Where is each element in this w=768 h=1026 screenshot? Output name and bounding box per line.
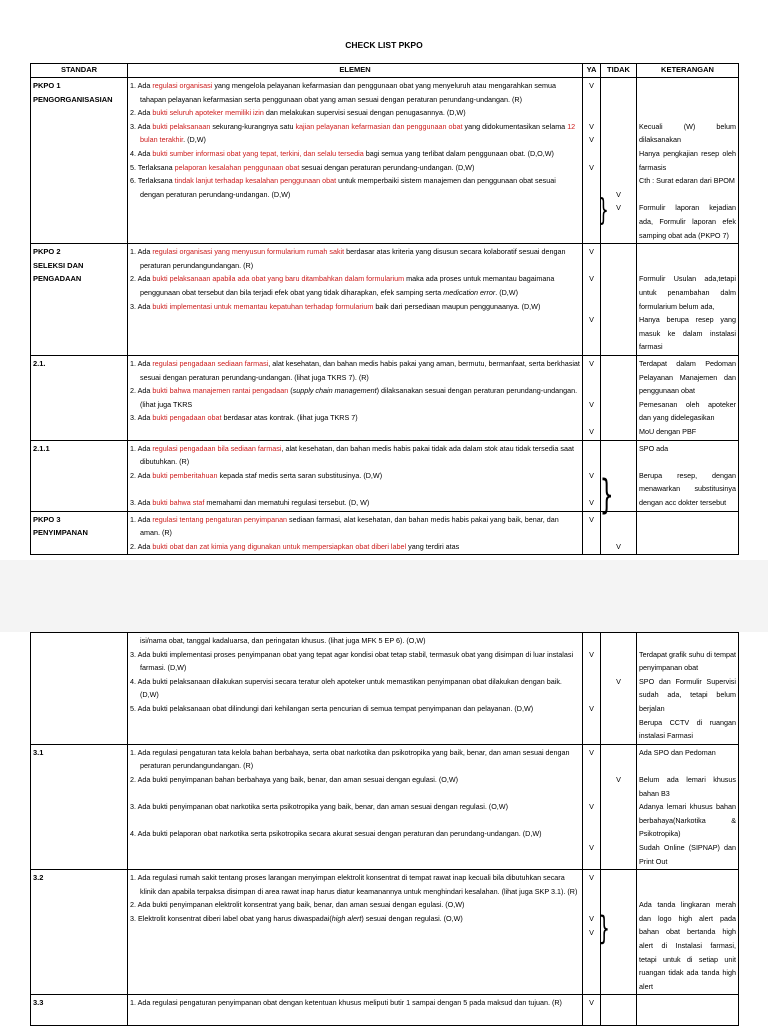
text-run: 1. Ada (130, 247, 153, 257)
elemen-cell (128, 78, 583, 244)
tidak-mark (603, 245, 634, 272)
text-run: regulasi organisasi yang menyusun formularium rumah sakit (152, 247, 345, 257)
text-run: supply chain management (292, 386, 377, 396)
keterangan-cell (637, 78, 739, 244)
elemen-text (130, 540, 580, 554)
elemen-item (130, 871, 580, 898)
elemen-item (130, 357, 580, 384)
ya-cell (583, 355, 601, 440)
tidak-mark: V (616, 676, 621, 686)
text-run: kajian pelayanan kefarmasian dan penggunaan obat (295, 121, 463, 131)
elemen-item (130, 161, 580, 175)
ya-mark: V (589, 927, 594, 937)
standar-label: 3.2 (33, 873, 44, 883)
elemen-text (130, 827, 580, 841)
standar-cell (31, 511, 128, 555)
elemen-cell (128, 633, 583, 745)
text-run: 1. Ada (130, 81, 153, 90)
elemen-item (130, 513, 580, 540)
keterangan-cell (637, 995, 739, 1025)
keterangan-text (639, 245, 736, 272)
elemen-item (130, 106, 580, 120)
ya-mark (585, 675, 598, 702)
text-run: 1. Ada (130, 358, 153, 368)
elemen-text (130, 245, 580, 272)
ya-mark: V (589, 998, 594, 1008)
elemen-item (130, 384, 580, 411)
keterangan-text (639, 79, 736, 120)
keterangan-text: Terdapat dalam Pedoman Pelayanan Manajemen dan penggunaan obat (639, 358, 736, 396)
text-run: bagi semua yang terlibat dalam penggunaan obat. (D,O,W) (363, 148, 554, 158)
standar-label: PENYIMPANAN (33, 528, 88, 537)
keterangan-cell (637, 440, 739, 511)
keterangan-text (639, 513, 736, 554)
text-run: ) sesuai dengan regulasi. (O,W) (361, 913, 463, 923)
keterangan-cell (637, 870, 739, 995)
document-title: CHECK LIST PKPO (345, 40, 423, 50)
tidak-mark (603, 648, 634, 675)
tidak-mark (603, 79, 634, 120)
text-run: bukti bahwa manajemen rantai pengadaan (152, 386, 289, 396)
text-run: 3. Elektrolit konsentrat diberi label obat yang harus diwaspadai( (130, 913, 332, 923)
keterangan-text (639, 871, 736, 898)
elemen-item (130, 174, 580, 201)
ya-mark: V (589, 873, 594, 883)
ya-cell (583, 511, 601, 555)
table-row (31, 995, 739, 1025)
text-run: yang mengelola pelayanan kefarmasian dan penggunaan obat yang menyeluruh atau mengarahkan semua tahapan pelayanan kefarmasian serta penggunaan obat yang aman sesuai dengan peraturan perundang-undangan. (R) (140, 81, 556, 104)
elemen-text (130, 161, 580, 175)
text-run: 3. Ada bukti implementasi proses penyimpanan obat yang tepat agar kondisi obat tetap stabil, termasuk obat yang disimpan di luar instalasi farmasi. (D,W) (130, 649, 574, 673)
text-run: sesuai dengan peraturan perundang-undangan. (D,W) (299, 162, 475, 172)
elemen-item (130, 912, 580, 926)
keterangan-text: Belum ada lemari khusus bahan B3 (639, 774, 736, 798)
right-curly-brace-icon: } (598, 193, 609, 228)
ya-mark: V (589, 747, 594, 757)
elemen-text (130, 120, 580, 147)
text-run: , alat kesehatan, dan bahan medis habis pakai yang aman, bermutu, bermanfaat, serta berkhasiat sesuai dengan peraturan perundang-undangan. (lihat juga TKRS 7). (R) (140, 358, 580, 382)
text-run: ( (288, 386, 293, 396)
text-run: regulasi pengadaan sediaan farmasi (152, 358, 269, 368)
keterangan-cell (637, 511, 739, 555)
text-run: kepada staf medis serta saran substitusinya. (D,W) (217, 470, 383, 480)
text-run: berdasar atas kontrak. (lihat juga TKRS 7) (221, 413, 358, 423)
ya-mark (585, 540, 598, 554)
elemen-text (130, 648, 580, 675)
text-run: bukti obat dan zat kimia yang digunakan untuk mempersiapkan obat diberi label (152, 541, 407, 551)
text-run: 4. Ada bukti pelaporan obat narkotika serta psikotropika secara akurat sesuai dengan peraturan dan perundang-undangan. (D,W) (130, 829, 542, 839)
tidak-mark (603, 313, 634, 354)
tidak-mark (603, 871, 634, 912)
elemen-cell (128, 244, 583, 356)
tidak-mark (603, 746, 634, 773)
text-run: bukti pelaksanaan (152, 121, 211, 131)
table-row (31, 511, 739, 555)
standar-cell (31, 440, 128, 511)
standar-label: 3.1 (33, 747, 44, 757)
text-run: untuk memperbaiki sistem manajemen dan penggunaan obat sesuai dengan peraturan perundang-undangan. (D,W) (140, 176, 556, 199)
text-run: tindak lanjut terhadap kesalahan penggunaan obat (174, 176, 337, 186)
tidak-mark (603, 800, 634, 841)
text-run: 3. Ada (130, 413, 153, 423)
page-2 (0, 632, 768, 1024)
table-row (31, 355, 739, 440)
ya-mark (585, 773, 598, 800)
tidak-mark (603, 996, 634, 1023)
ya-mark: V (589, 703, 594, 713)
standar-cell (31, 995, 128, 1025)
ya-mark: V (589, 358, 594, 368)
keterangan-text: SPO dan Formulir Supervisi sudah ada, tetapi belum berjalan (639, 676, 736, 713)
keterangan-text (639, 996, 736, 1023)
elemen-text (130, 773, 580, 787)
text-run: 1. Ada (130, 514, 153, 524)
ya-mark: V (589, 274, 594, 284)
text-run: 3. Ada (130, 497, 153, 507)
elemen-cell (128, 870, 583, 995)
tidak-cell (601, 633, 637, 745)
standar-label: PKPO 2 (33, 247, 61, 257)
text-run: 2. Ada (130, 274, 153, 284)
ya-cell (583, 995, 601, 1025)
checklist-table-page-1 (30, 63, 739, 555)
standar-label: PKPO 1 (33, 81, 61, 90)
tidak-mark: V (616, 541, 621, 551)
text-run: memahami dan mematuhi regulasi tersebut. (D, W) (204, 497, 370, 507)
elemen-text (130, 411, 580, 425)
table-header-row (31, 64, 739, 78)
text-run: bukti implementasi untuk memantau kepatuhan terhadap formularium (152, 301, 374, 311)
text-run: sekurang-kurangnya satu (210, 121, 296, 131)
standar-cell (31, 633, 128, 745)
table-row (31, 244, 739, 356)
text-run: baik dari persediaan maupun penggunaanya. (D,W) (373, 301, 541, 311)
table-row (31, 78, 739, 244)
keterangan-text: Sudah Online (SIPNAP) dan Print Out (639, 842, 736, 866)
text-run: bukti pelaksanaan apabila ada obat yang baru ditambahkan dalam formularium (152, 274, 405, 284)
text-run: pelaporan kesalahan penggunaan obat (174, 162, 300, 172)
text-run: 3. Ada (130, 301, 153, 311)
text-run: isi/nama obat, tanggal kadaluarsa, dan peringatan khusus. (lihat juga MFK 5 EP 6). (O,W) (140, 636, 426, 645)
standar-cell (31, 78, 128, 244)
elemen-text (130, 702, 580, 716)
ya-mark: V (589, 81, 594, 90)
tidak-mark: V (616, 189, 621, 199)
tidak-mark (603, 702, 634, 729)
standar-label: 2.1.1 (33, 443, 50, 453)
tidak-mark (603, 161, 634, 188)
text-run: yang terdiri atas (406, 541, 460, 551)
tidak-mark (603, 442, 634, 469)
elemen-item (130, 773, 580, 800)
ya-cell (583, 440, 601, 511)
elemen-text (130, 800, 580, 814)
table-row (31, 633, 739, 745)
keterangan-text (639, 634, 736, 648)
tidak-mark: V (616, 774, 621, 784)
elemen-item (130, 827, 580, 841)
text-run: , alat kesehatan, dan bahan medis habis pakai tidak ada dalam stok atau tidak tersedia saat dibutuhkan. (R) (140, 443, 574, 467)
keterangan-cell (637, 633, 739, 745)
elemen-cell (128, 995, 583, 1025)
standar-label: 2.1. (33, 358, 46, 368)
table-row (31, 744, 739, 869)
elemen-text (130, 996, 580, 1010)
page-gap (0, 560, 768, 632)
ya-mark (585, 442, 598, 469)
standar-label: 3.3 (33, 998, 44, 1008)
keterangan-text: SPO ada (639, 443, 669, 453)
table-row (31, 440, 739, 511)
text-run: 3. Ada (130, 121, 153, 131)
tidak-mark (603, 272, 634, 313)
elemen-text (130, 174, 580, 201)
tidak-cell (601, 355, 637, 440)
elemen-item (130, 411, 580, 425)
tidak-mark (603, 634, 634, 648)
standar-cell (31, 244, 128, 356)
text-run: 1. Ada regulasi pengaturan penyimpanan obat dengan ketentuan khusus meliputi butir 1 sampai dengan 5 pada maksud dan tujuan. (R) (130, 998, 562, 1008)
text-run: 2. Ada bukti penyimpanan bahan berbahaya yang baik, benar, dan aman sesuai dengan egulasi. (O,W) (130, 774, 459, 784)
standar-cell (31, 744, 128, 869)
tidak-mark (603, 425, 634, 439)
keterangan-text: Berupa CCTV di ruangan instalasi Farmasi (639, 717, 736, 741)
text-run: dan melakukan supervisi sesuai dengan penugasannya. (D,W) (263, 108, 466, 118)
tidak-mark (603, 133, 634, 160)
keterangan-cell (637, 244, 739, 356)
ya-cell (583, 744, 601, 869)
header-tidak: TIDAK (601, 64, 637, 78)
right-curly-brace-icon: } (598, 909, 610, 947)
tidak-cell (601, 995, 637, 1025)
text-run: yang didokumentasikan selama (462, 121, 568, 131)
text-run: 4. Ada (130, 148, 153, 158)
keterangan-text: Pemesanan oleh apoteker dan yang didelegasikan (639, 399, 736, 423)
ya-mark (585, 188, 598, 202)
text-run: 2. Ada (130, 108, 153, 118)
tidak-mark (603, 120, 634, 134)
keterangan-text: Formulir laporan kejadian ada, Formulir laporan efek samping obat ada (PKPO 7) (639, 203, 736, 240)
ya-mark: V (589, 514, 594, 524)
header-elemen: ELEMEN (128, 64, 583, 78)
elemen-cell (128, 440, 583, 511)
keterangan-text: Terdapat grafik suhu di tempat penyimpanan obat (639, 649, 736, 673)
tidak-mark (603, 398, 634, 425)
elemen-item (130, 245, 580, 272)
ya-mark: V (589, 470, 594, 480)
elemen-text (130, 496, 580, 510)
header-keterangan: KETERANGAN (637, 64, 739, 78)
keterangan-text: Kecuali (W) belum dilaksanakan (639, 121, 736, 145)
elemen-item (130, 120, 580, 147)
ya-mark: V (589, 649, 594, 659)
elemen-cell (128, 744, 583, 869)
keterangan-text: Ada tanda lingkaran merah dan logo high alert pada bahan obat bertanda high alert di Instalasi farmasi, tetapi untuk di setiap unit ruangan tidak ada tanda high alert (639, 900, 736, 991)
keterangan-text: MoU dengan PBF (639, 426, 697, 436)
elemen-item (130, 746, 580, 773)
keterangan-text: Hanya pengkajian resep oleh farmasis (639, 148, 736, 172)
text-run: 4. Ada bukti pelaksanaan dilakukan supervisi secara teratur oleh apoteker untuk memastikan penyimpanan obat dilakukan dengan baik. (D,W) (130, 676, 562, 700)
tidak-mark (603, 357, 634, 398)
ya-mark: V (589, 802, 594, 812)
elemen-text (130, 106, 580, 120)
tidak-cell (601, 744, 637, 869)
text-run: regulasi pengadaan bila sediaan farmasi (152, 443, 282, 453)
standar-cell (31, 870, 128, 995)
text-run: bukti sumber informasi obat yang tepat, terkini, dan selalu tersedia (152, 148, 364, 158)
text-run: high alert (331, 913, 362, 923)
keterangan-text: Formulir Usulan ada,tetapi untuk penambahan dalm formularium belum ada, (639, 274, 736, 311)
elemen-item (130, 469, 580, 496)
text-run: maka ada proses untuk memantau bagaimana penggunaan obat tersebut dan bila terjadi efek obat yang tidak diharapkan, efek samping serta (140, 274, 555, 297)
elemen-text (130, 898, 580, 912)
elemen-item (130, 442, 580, 469)
tidak-mark: V (616, 203, 621, 213)
text-run: 2. Ada (130, 541, 153, 551)
text-run: 2. Ada (130, 470, 153, 480)
keterangan-cell (637, 744, 739, 869)
elemen-item (130, 272, 580, 299)
text-run: 12 bulan terakhir (140, 121, 576, 145)
ya-mark: V (589, 399, 594, 409)
text-run: 5. Ada bukti pelaksanaan obat dilindungi dari kehilangan serta pencurian di semua tempat penyimpanan dan pelayanan. (D,W) (130, 703, 534, 713)
text-run: 2. Ada bukti penyimpanan elektrolit konsentrat yang baik, benar, dan aman sesuai dengan egulasi. (O,W) (130, 900, 465, 910)
elemen-item (130, 702, 580, 716)
ya-mark: V (589, 913, 594, 923)
ya-mark: V (589, 162, 594, 172)
ya-mark: V (589, 247, 594, 257)
text-run: 6. Terlaksana (130, 176, 175, 186)
ya-mark: V (589, 315, 594, 325)
elemen-text (130, 384, 580, 411)
elemen-item (130, 996, 580, 1010)
ya-mark: V (589, 842, 594, 852)
elemen-item (130, 634, 580, 648)
keterangan-text: Cth : Surat edaran dari BPOM (639, 176, 735, 186)
ya-mark (585, 201, 598, 228)
text-run: 2. Ada (130, 386, 153, 396)
elemen-text (130, 272, 580, 299)
table-body-page-2 (31, 633, 739, 1026)
text-run: 1. Ada regulasi pengaturan tata kelola bahan berbahaya, serta obat narkotika dan psikotropika yang baik, benar, dan aman sesuai dengan peraturan perundangundangan. (R) (130, 747, 570, 771)
ya-mark: V (589, 426, 594, 436)
ya-mark (585, 634, 598, 648)
elemen-text (130, 442, 580, 469)
elemen-item (130, 496, 580, 510)
keterangan-text: Adanya lemari khusus bahan berbahaya(Narkotika & Psikotropika) (639, 802, 736, 839)
text-run: bukti seluruh apoteker memiliki izin (152, 108, 264, 118)
elemen-item (130, 300, 580, 314)
standar-label: PENGORGANISASIAN (33, 94, 113, 104)
elemen-item (130, 675, 580, 702)
checklist-table-page-2 (30, 632, 739, 1026)
keterangan-text: Ada SPO dan Pedoman (639, 747, 716, 757)
elemen-text (130, 871, 580, 898)
standar-label: SELEKSI DAN (33, 260, 84, 270)
header-standar: STANDAR (31, 64, 128, 78)
keterangan-text: Hanya berupa resep yang masuk ke dalam instalasi farmasi (639, 315, 736, 352)
elemen-item (130, 540, 580, 554)
ya-mark: V (589, 497, 594, 507)
elemen-cell (128, 355, 583, 440)
text-run: . (D,W) (495, 287, 518, 297)
ya-mark: V (589, 135, 594, 145)
elemen-text (130, 634, 580, 648)
text-run: 1. Ada regulasi rumah sakit tentang proses larangan menyimpan elektrolit konsentrat di tempat rawat inap kecuali bila dibutuhkan secara klinik dan apabila terpaksa disimpan di area rawat inap harus diatur keamanannya untuk menghindari kesalahan. (lihat juga SKP 3.1). (R) (130, 873, 578, 896)
text-run: bukti pengadaan obat (152, 413, 222, 423)
header-ya: YA (583, 64, 601, 78)
text-run: . (D,W) (183, 135, 206, 145)
elemen-item (130, 898, 580, 912)
text-run: 1. Ada (130, 443, 153, 453)
elemen-text (130, 79, 580, 106)
elemen-text (130, 147, 580, 161)
elemen-text (130, 675, 580, 702)
tidak-mark (603, 841, 634, 868)
keterangan-text: Berupa resep, dengan menawarkan substitusinya dengan acc dokter tersebut (639, 470, 736, 507)
text-run: regulasi tentang pengaturan penyimpanan (152, 514, 288, 524)
text-run: regulasi organisasi (152, 81, 213, 90)
standar-label: PENGADAAN (33, 274, 82, 284)
text-run: bukti bahwa staf (152, 497, 205, 507)
keterangan-cell (637, 355, 739, 440)
elemen-cell (128, 511, 583, 555)
elemen-text (130, 513, 580, 540)
elemen-text (130, 469, 580, 483)
elemen-item (130, 648, 580, 675)
elemen-text (130, 300, 580, 314)
right-curly-brace-icon: } (599, 472, 614, 518)
ya-cell (583, 244, 601, 356)
elemen-item (130, 79, 580, 106)
tidak-cell (601, 244, 637, 356)
text-run: ) dilaksanakan sesuai dengan peraturan perundang-undangan. (lihat juga TKRS (140, 386, 578, 409)
text-run: sediaan farmasi, alat kesehatan, dan bahan medis habis pakai yang baik, benar, dan aman. (R) (140, 514, 559, 538)
text-run: 3. Ada bukti penyimpanan obat narkotika serta psikotropika yang baik, benar, dan aman sesuai dengan regulasi. (O,W) (130, 802, 508, 812)
ya-mark: V (589, 121, 594, 131)
elemen-item (130, 147, 580, 161)
elemen-item (130, 800, 580, 827)
text-run: 5. Terlaksana (130, 162, 175, 172)
table-body-page-1 (31, 78, 739, 555)
text-run: bukti pemberitahuan (152, 470, 218, 480)
elemen-text (130, 746, 580, 773)
table-row (31, 870, 739, 995)
text-run: medication error (443, 287, 496, 297)
text-run: berdasar atas kriteria yang disusun secara kolaboratif sesuai dengan peraturan perundangundangan. (R) (140, 247, 566, 270)
standar-cell (31, 355, 128, 440)
elemen-text (130, 357, 580, 384)
standar-label: PKPO 3 (33, 514, 61, 524)
elemen-text (130, 912, 580, 926)
ya-cell (583, 633, 601, 745)
